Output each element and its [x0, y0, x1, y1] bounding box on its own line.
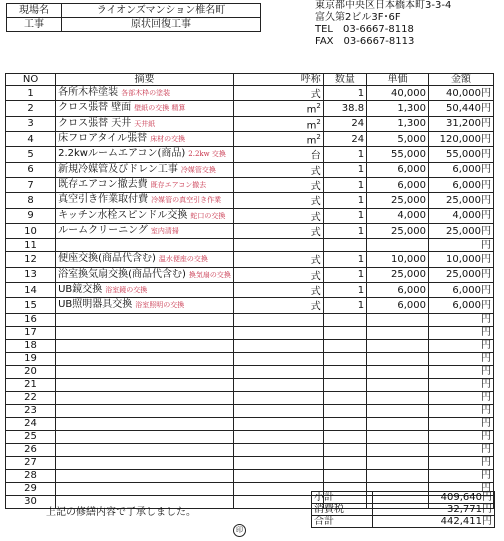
- row-description-text: 既存エアコン撤去費: [58, 179, 148, 191]
- row-handwritten-note: 換気扇の交換: [188, 270, 231, 279]
- row-amount: 25,000円: [428, 223, 493, 238]
- table-row: [6, 162, 494, 177]
- row-description: [56, 326, 234, 339]
- row-quantity: [323, 404, 366, 417]
- table-row: [6, 267, 494, 282]
- row-unit-superscript: 2: [316, 132, 321, 141]
- row-unit: [233, 252, 323, 267]
- row-unit: [233, 482, 323, 495]
- row-unit-price: [367, 469, 429, 482]
- row-description-text: UB鏡交換: [58, 284, 103, 296]
- row-number: 5: [6, 147, 56, 162]
- col-header-unit-price: 単価: [367, 74, 429, 86]
- row-unit-text: 式: [310, 181, 321, 193]
- row-description-text: ルームクリーニング: [58, 225, 148, 237]
- row-description-text: クロス張替 天井: [58, 117, 132, 129]
- total-value: 442,411円: [373, 516, 495, 528]
- work-value: 原状回復工事: [62, 18, 261, 32]
- row-description-text: 便座交換(商品代含む): [58, 253, 156, 265]
- row-unit: [233, 443, 323, 456]
- approval-text: 上記の修繕内容で了承しました。: [46, 507, 196, 518]
- row-unit-price: [367, 404, 429, 417]
- row-description: [56, 417, 234, 430]
- table-row: [6, 417, 494, 430]
- table-row: [6, 365, 494, 378]
- table-row: [6, 298, 494, 313]
- row-unit: [233, 147, 323, 162]
- row-quantity: 1: [323, 267, 366, 282]
- row-unit-price: 1,300: [367, 101, 429, 116]
- table-row: [6, 193, 494, 208]
- site-name-label: 現場名: [7, 4, 62, 18]
- row-description: [56, 131, 234, 146]
- row-unit: [233, 430, 323, 443]
- company-building: 富久第2ビル3F･6F: [315, 12, 401, 23]
- row-unit-price: 6,000: [367, 162, 429, 177]
- table-row: [6, 101, 494, 116]
- col-header-amount: 金額: [428, 74, 493, 86]
- col-header-unit: 呼称: [233, 74, 323, 86]
- row-description: [56, 193, 234, 208]
- row-amount: 円: [428, 417, 493, 430]
- row-number: 9: [6, 208, 56, 223]
- row-unit-superscript: 2: [316, 102, 321, 111]
- row-amount: 55,000円: [428, 147, 493, 162]
- row-amount: 円: [428, 339, 493, 352]
- row-description-text: 浴室換気扇交換(商品代含む): [58, 268, 186, 280]
- row-number: 8: [6, 193, 56, 208]
- row-amount: 40,000円: [428, 86, 493, 101]
- table-row: [6, 430, 494, 443]
- row-unit-price: [367, 326, 429, 339]
- row-number: 18: [6, 339, 56, 352]
- row-unit-text: 式: [310, 270, 321, 282]
- row-number: 7: [6, 177, 56, 192]
- row-number: 19: [6, 352, 56, 365]
- row-description: [56, 177, 234, 192]
- row-number: 21: [6, 378, 56, 391]
- row-quantity: 1: [323, 223, 366, 238]
- row-handwritten-note: 天井紙: [134, 119, 156, 128]
- table-row: [6, 456, 494, 469]
- row-quantity: [323, 365, 366, 378]
- row-handwritten-note: 壁紙の交換 精算: [134, 104, 186, 113]
- row-unit-price: 25,000: [367, 223, 429, 238]
- row-amount: 4,000円: [428, 208, 493, 223]
- row-description: [56, 482, 234, 495]
- row-unit-text: 式: [310, 286, 321, 298]
- row-number: 24: [6, 417, 56, 430]
- row-unit-text: m: [306, 135, 317, 147]
- row-description: [56, 378, 234, 391]
- row-unit-price: [367, 443, 429, 456]
- row-unit: [233, 177, 323, 192]
- row-unit-price: 4,000: [367, 208, 429, 223]
- table-row: [6, 208, 494, 223]
- row-unit: [233, 495, 323, 508]
- row-unit: [233, 352, 323, 365]
- table-row: [6, 223, 494, 238]
- row-amount: 円: [428, 378, 493, 391]
- row-unit-price: [367, 339, 429, 352]
- row-description: [56, 116, 234, 131]
- row-number: 11: [6, 239, 56, 252]
- row-amount: 円: [428, 469, 493, 482]
- row-number: 10: [6, 223, 56, 238]
- row-quantity: 1: [323, 193, 366, 208]
- table-row: [6, 147, 494, 162]
- row-description-text: 2.2kwルームエアコン(商品): [58, 148, 186, 160]
- row-unit: [233, 116, 323, 131]
- row-amount: 10,000円: [428, 252, 493, 267]
- row-description: [56, 391, 234, 404]
- site-info-table: [6, 3, 261, 32]
- row-handwritten-note: 室内清掃: [150, 227, 179, 236]
- row-handwritten-note: 2.2kw 交換: [188, 150, 226, 159]
- row-description: [56, 101, 234, 116]
- row-unit-price: 6,000: [367, 282, 429, 297]
- row-description: [56, 443, 234, 456]
- subtotal-value: 409,640円: [373, 492, 495, 504]
- table-row: [6, 443, 494, 456]
- row-quantity: 1: [323, 147, 366, 162]
- row-quantity: [323, 417, 366, 430]
- tax-value: 32,771円: [373, 504, 495, 516]
- row-amount: 31,200円: [428, 116, 493, 131]
- row-unit-price: 25,000: [367, 267, 429, 282]
- row-number: 26: [6, 443, 56, 456]
- row-quantity: [323, 469, 366, 482]
- table-row: [6, 326, 494, 339]
- row-unit: [233, 313, 323, 326]
- table-row: [6, 86, 494, 101]
- row-handwritten-note: 蛇口の交換: [190, 211, 226, 220]
- row-description-text: 真空引き作業取付費: [58, 194, 149, 206]
- company-address: 東京都中央区日本橋本町3-3-4: [315, 0, 452, 11]
- row-amount: 円: [428, 239, 493, 252]
- row-description: [56, 162, 234, 177]
- row-number: 16: [6, 313, 56, 326]
- subtotal-label: 小計: [312, 492, 373, 504]
- row-unit-price: 6,000: [367, 298, 429, 313]
- row-amount: 円: [428, 352, 493, 365]
- tax-label: 消費税: [312, 504, 373, 516]
- row-amount: 円: [428, 430, 493, 443]
- row-description: [56, 404, 234, 417]
- row-unit-price: [367, 417, 429, 430]
- row-unit-price: [367, 352, 429, 365]
- row-unit-text: m: [306, 104, 317, 116]
- row-amount: 円: [428, 313, 493, 326]
- row-unit: [233, 326, 323, 339]
- row-unit-price: 6,000: [367, 177, 429, 192]
- col-header-no: NO: [6, 74, 56, 86]
- row-amount: 50,440円: [428, 101, 493, 116]
- row-unit: [233, 456, 323, 469]
- row-handwritten-note: 浴室鏡の交換: [105, 286, 148, 295]
- row-unit-text: 式: [310, 165, 321, 177]
- row-number: 20: [6, 365, 56, 378]
- row-number: 13: [6, 267, 56, 282]
- row-handwritten-note: 浴室照明の交換: [135, 301, 185, 310]
- row-amount: 120,000円: [428, 131, 493, 146]
- row-unit-price: [367, 391, 429, 404]
- row-unit: [233, 339, 323, 352]
- row-quantity: 1: [323, 208, 366, 223]
- row-unit-price: 10,000: [367, 252, 429, 267]
- company-address-block: [315, 0, 451, 48]
- table-row: [6, 239, 494, 252]
- company-tel: TEL 03-6667-8118: [315, 24, 414, 35]
- row-amount: 円: [428, 404, 493, 417]
- row-quantity: 1: [323, 252, 366, 267]
- row-unit: [233, 162, 323, 177]
- row-unit-price: [367, 313, 429, 326]
- row-quantity: 1: [323, 298, 366, 313]
- row-description: [56, 430, 234, 443]
- row-quantity: 1: [323, 177, 366, 192]
- row-number: 2: [6, 101, 56, 116]
- row-number: 14: [6, 282, 56, 297]
- row-description-text: キッチン水栓スピンドル交換: [58, 209, 188, 221]
- row-amount: 円: [428, 443, 493, 456]
- row-amount: 円: [428, 326, 493, 339]
- row-unit: [233, 267, 323, 282]
- row-unit: [233, 208, 323, 223]
- row-quantity: [323, 352, 366, 365]
- row-unit-price: 55,000: [367, 147, 429, 162]
- row-description-text: UB照明器具交換: [58, 299, 133, 311]
- row-description: [56, 339, 234, 352]
- row-description: [56, 252, 234, 267]
- row-amount: 25,000円: [428, 193, 493, 208]
- row-unit-price: [367, 378, 429, 391]
- row-number: 4: [6, 131, 56, 146]
- row-unit: [233, 282, 323, 297]
- row-unit: [233, 378, 323, 391]
- row-amount: 25,000円: [428, 267, 493, 282]
- row-unit-superscript: 2: [316, 117, 321, 126]
- row-description: [56, 298, 234, 313]
- row-number: 30: [6, 495, 56, 508]
- row-description: [56, 147, 234, 162]
- row-description: [56, 86, 234, 101]
- row-handwritten-note: 各部木枠の塗装: [121, 89, 171, 98]
- row-amount: 6,000円: [428, 282, 493, 297]
- row-unit-text: 式: [310, 301, 321, 313]
- row-description: [56, 223, 234, 238]
- table-row: [6, 282, 494, 297]
- row-quantity: [323, 456, 366, 469]
- row-description: [56, 267, 234, 282]
- row-amount: 6,000円: [428, 177, 493, 192]
- row-description: [56, 352, 234, 365]
- row-quantity: [323, 313, 366, 326]
- row-unit-text: 式: [310, 227, 321, 239]
- row-amount: 円: [428, 391, 493, 404]
- row-number: 27: [6, 456, 56, 469]
- table-row: [6, 404, 494, 417]
- row-amount: 円: [428, 456, 493, 469]
- row-unit: [233, 223, 323, 238]
- row-unit: [233, 391, 323, 404]
- row-amount: 6,000円: [428, 298, 493, 313]
- seal-stamp: 印: [233, 524, 246, 537]
- table-row: [6, 252, 494, 267]
- row-handwritten-note: 冷媒管交換: [180, 165, 216, 174]
- table-row: [6, 469, 494, 482]
- row-quantity: 24: [323, 116, 366, 131]
- table-row: [6, 116, 494, 131]
- row-quantity: 24: [323, 131, 366, 146]
- row-description: [56, 313, 234, 326]
- row-unit-text: 式: [310, 89, 321, 101]
- row-number: 15: [6, 298, 56, 313]
- row-amount: 円: [428, 365, 493, 378]
- row-quantity: [323, 339, 366, 352]
- row-unit: [233, 469, 323, 482]
- row-number: 6: [6, 162, 56, 177]
- summary-table: [311, 491, 495, 528]
- table-row: [6, 391, 494, 404]
- total-label: 合計: [312, 516, 373, 528]
- site-name-value: ライオンズマンション椎名町: [62, 4, 261, 18]
- row-quantity: 38.8: [323, 101, 366, 116]
- row-handwritten-note: 床材の交換: [150, 135, 186, 144]
- row-unit: [233, 101, 323, 116]
- row-unit-price: 40,000: [367, 86, 429, 101]
- row-description: [56, 282, 234, 297]
- row-unit: [233, 131, 323, 146]
- row-handwritten-note: 既存エアコン撤去: [150, 181, 207, 190]
- table-header-row: [6, 74, 494, 86]
- table-row: [6, 177, 494, 192]
- row-number: 29: [6, 482, 56, 495]
- row-unit-price: 25,000: [367, 193, 429, 208]
- row-amount: 6,000円: [428, 162, 493, 177]
- row-unit-text: m: [306, 119, 317, 131]
- row-description: [56, 208, 234, 223]
- table-row: [6, 378, 494, 391]
- row-unit-text: 式: [310, 196, 321, 208]
- row-unit-price: [367, 239, 429, 252]
- row-description-text: 各所木枠塗装: [58, 87, 119, 99]
- row-description: [56, 469, 234, 482]
- table-row: [6, 131, 494, 146]
- col-header-description: 摘要: [56, 74, 234, 86]
- row-unit: [233, 404, 323, 417]
- row-number: 22: [6, 391, 56, 404]
- row-number: 23: [6, 404, 56, 417]
- estimate-table: [5, 73, 494, 509]
- table-row: [6, 313, 494, 326]
- row-unit-price: [367, 456, 429, 469]
- col-header-quantity: 数量: [323, 74, 366, 86]
- company-fax: FAX 03-6667-8113: [315, 36, 415, 47]
- row-number: 25: [6, 430, 56, 443]
- row-unit-text: 式: [310, 255, 321, 267]
- row-quantity: 1: [323, 282, 366, 297]
- row-handwritten-note: 温水便座の交換: [158, 255, 208, 264]
- row-number: 17: [6, 326, 56, 339]
- row-description: [56, 456, 234, 469]
- row-quantity: 1: [323, 162, 366, 177]
- row-unit: [233, 239, 323, 252]
- row-quantity: [323, 326, 366, 339]
- table-row: [6, 352, 494, 365]
- row-unit-price: [367, 430, 429, 443]
- row-unit-price: 1,300: [367, 116, 429, 131]
- row-unit-text: 台: [310, 150, 321, 162]
- row-description-text: クロス張替 壁面: [58, 102, 132, 114]
- row-description: [56, 365, 234, 378]
- row-unit: [233, 86, 323, 101]
- row-unit: [233, 298, 323, 313]
- row-number: 3: [6, 116, 56, 131]
- row-unit-price: 5,000: [367, 131, 429, 146]
- row-description: [56, 239, 234, 252]
- work-label: 工事: [7, 18, 62, 32]
- row-quantity: [323, 391, 366, 404]
- row-unit: [233, 193, 323, 208]
- row-quantity: 1: [323, 86, 366, 101]
- row-unit: [233, 417, 323, 430]
- row-handwritten-note: 冷媒管の真空引き作業: [151, 196, 222, 205]
- row-quantity: [323, 378, 366, 391]
- row-quantity: [323, 443, 366, 456]
- row-description-text: 新規冷媒管及びドレン工事: [58, 163, 178, 175]
- row-amount: 円: [428, 482, 493, 495]
- table-row: [6, 339, 494, 352]
- row-unit-price: [367, 365, 429, 378]
- row-number: 12: [6, 252, 56, 267]
- row-quantity: [323, 239, 366, 252]
- row-number: 28: [6, 469, 56, 482]
- row-number: 1: [6, 86, 56, 101]
- row-quantity: [323, 430, 366, 443]
- row-unit-text: 式: [310, 211, 321, 223]
- row-description-text: 床フロアタイル張替: [58, 133, 148, 145]
- row-unit: [233, 365, 323, 378]
